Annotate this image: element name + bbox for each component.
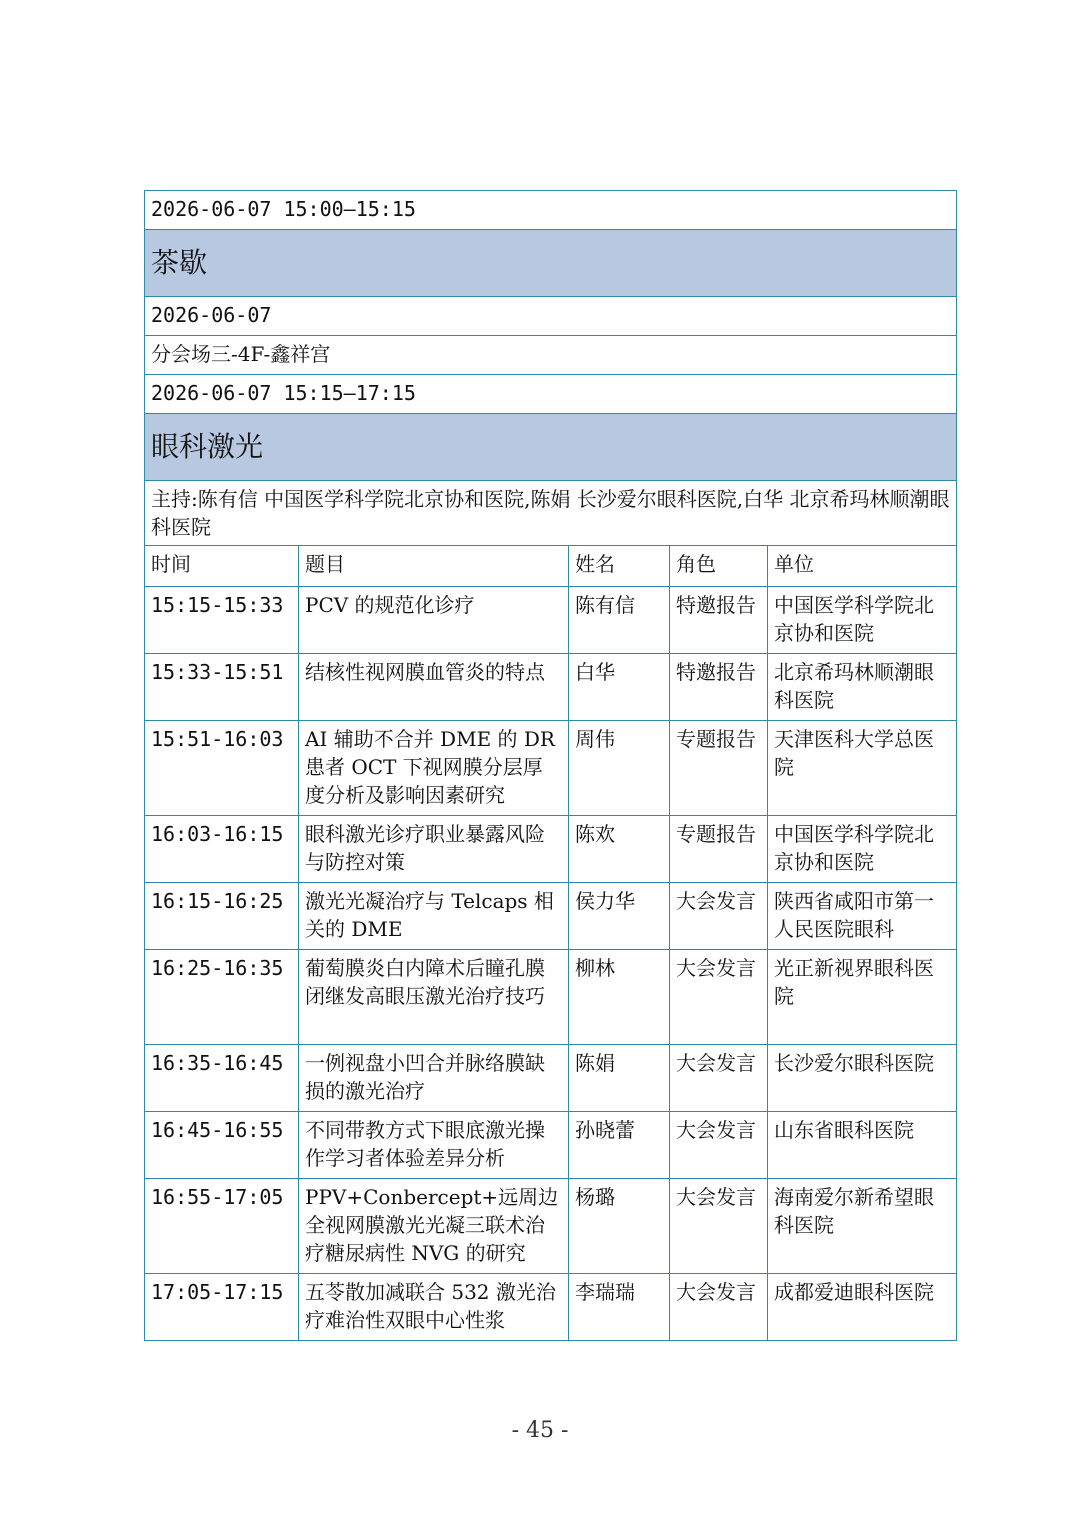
session-date-row xyxy=(145,297,957,336)
cell-role: 专题报告 xyxy=(670,721,768,816)
session-hosts: 主持:陈有信 中国医学科学院北京协和医院,陈娟 长沙爱尔眼科医院,白华 北京希玛林顺潮眼科医院 xyxy=(145,481,957,546)
cell-name: 李瑞瑞 xyxy=(569,1274,670,1341)
cell-time: 16:35-16:45 xyxy=(145,1045,299,1112)
hosts-row xyxy=(145,481,957,546)
cell-time: 15:51-16:03 xyxy=(145,721,299,816)
cell-name: 侯力华 xyxy=(569,883,670,950)
table-row xyxy=(145,1274,957,1341)
table-row xyxy=(145,654,957,721)
table-row xyxy=(145,816,957,883)
header-role: 角色 xyxy=(670,546,768,587)
header-org: 单位 xyxy=(768,546,957,587)
cell-org: 海南爱尔新希望眼科医院 xyxy=(768,1179,957,1274)
cell-time: 15:15-15:33 xyxy=(145,587,299,654)
cell-name: 陈娟 xyxy=(569,1045,670,1112)
cell-org: 成都爱迪眼科医院 xyxy=(768,1274,957,1341)
cell-time: 17:05-17:15 xyxy=(145,1274,299,1341)
cell-time: 16:25-16:35 xyxy=(145,950,299,1045)
cell-name: 陈有信 xyxy=(569,587,670,654)
cell-role: 大会发言 xyxy=(670,950,768,1045)
page-number: - 45 - xyxy=(511,1418,569,1443)
session-title: 眼科激光 xyxy=(145,414,957,481)
cell-org: 中国医学科学院北京协和医院 xyxy=(768,816,957,883)
cell-topic: 激光光凝治疗与 Telcaps 相关的 DME xyxy=(299,883,569,950)
session-title-row xyxy=(145,414,957,481)
session-time-row xyxy=(145,375,957,414)
header-topic: 题目 xyxy=(299,546,569,587)
cell-role: 大会发言 xyxy=(670,1045,768,1112)
cell-time: 16:45-16:55 xyxy=(145,1112,299,1179)
cell-role: 大会发言 xyxy=(670,1112,768,1179)
cell-name: 柳林 xyxy=(569,950,670,1045)
cell-time: 16:55-17:05 xyxy=(145,1179,299,1274)
header-time: 时间 xyxy=(145,546,299,587)
cell-topic: PPV+Conbercept+远周边全视网膜激光光凝三联术治疗糖尿病性 NVG 的研究 xyxy=(299,1179,569,1274)
session-venue-row xyxy=(145,336,957,375)
cell-name: 杨璐 xyxy=(569,1179,670,1274)
cell-role: 特邀报告 xyxy=(670,587,768,654)
cell-topic: AI 辅助不合并 DME 的 DR 患者 OCT 下视网膜分层厚度分析及影响因素研究 xyxy=(299,721,569,816)
header-name: 姓名 xyxy=(569,546,670,587)
cell-name: 白华 xyxy=(569,654,670,721)
table-row xyxy=(145,1045,957,1112)
cell-role: 大会发言 xyxy=(670,883,768,950)
cell-name: 周伟 xyxy=(569,721,670,816)
cell-topic: 一例视盘小凹合并脉络膜缺损的激光治疗 xyxy=(299,1045,569,1112)
table-header-row xyxy=(145,546,957,587)
cell-org: 陕西省咸阳市第一人民医院眼科 xyxy=(768,883,957,950)
cell-name: 孙晓蕾 xyxy=(569,1112,670,1179)
break-time-row xyxy=(145,191,957,230)
cell-topic: 葡萄膜炎白内障术后瞳孔膜闭继发高眼压激光治疗技巧 xyxy=(299,950,569,1045)
table-row xyxy=(145,1179,957,1274)
session-venue: 分会场三-4F-鑫祥宫 xyxy=(145,336,957,375)
cell-org: 北京希玛林顺潮眼科医院 xyxy=(768,654,957,721)
cell-role: 特邀报告 xyxy=(670,654,768,721)
cell-time: 16:03-16:15 xyxy=(145,816,299,883)
cell-name: 陈欢 xyxy=(569,816,670,883)
cell-role: 大会发言 xyxy=(670,1179,768,1274)
session-time: 2026-06-07 15:15—17:15 xyxy=(145,375,957,414)
session-date: 2026-06-07 xyxy=(145,297,957,336)
cell-topic: 眼科激光诊疗职业暴露风险与防控对策 xyxy=(299,816,569,883)
table-row xyxy=(145,883,957,950)
cell-org: 光正新视界眼科医院 xyxy=(768,950,957,1045)
cell-topic: 不同带教方式下眼底激光操作学习者体验差异分析 xyxy=(299,1112,569,1179)
cell-time: 16:15-16:25 xyxy=(145,883,299,950)
cell-org: 长沙爱尔眼科医院 xyxy=(768,1045,957,1112)
schedule-table xyxy=(144,190,957,1341)
break-title: 茶歇 xyxy=(145,230,957,297)
cell-org: 中国医学科学院北京协和医院 xyxy=(768,587,957,654)
table-row xyxy=(145,721,957,816)
table-row xyxy=(145,950,957,1045)
cell-topic: 结核性视网膜血管炎的特点 xyxy=(299,654,569,721)
cell-org: 山东省眼科医院 xyxy=(768,1112,957,1179)
cell-role: 专题报告 xyxy=(670,816,768,883)
table-row xyxy=(145,587,957,654)
break-time: 2026-06-07 15:00—15:15 xyxy=(145,191,957,230)
cell-org: 天津医科大学总医院 xyxy=(768,721,957,816)
cell-topic: PCV 的规范化诊疗 xyxy=(299,587,569,654)
table-row xyxy=(145,1112,957,1179)
cell-topic: 五苓散加减联合 532 激光治疗难治性双眼中心性浆 xyxy=(299,1274,569,1341)
break-title-row xyxy=(145,230,957,297)
cell-time: 15:33-15:51 xyxy=(145,654,299,721)
cell-role: 大会发言 xyxy=(670,1274,768,1341)
